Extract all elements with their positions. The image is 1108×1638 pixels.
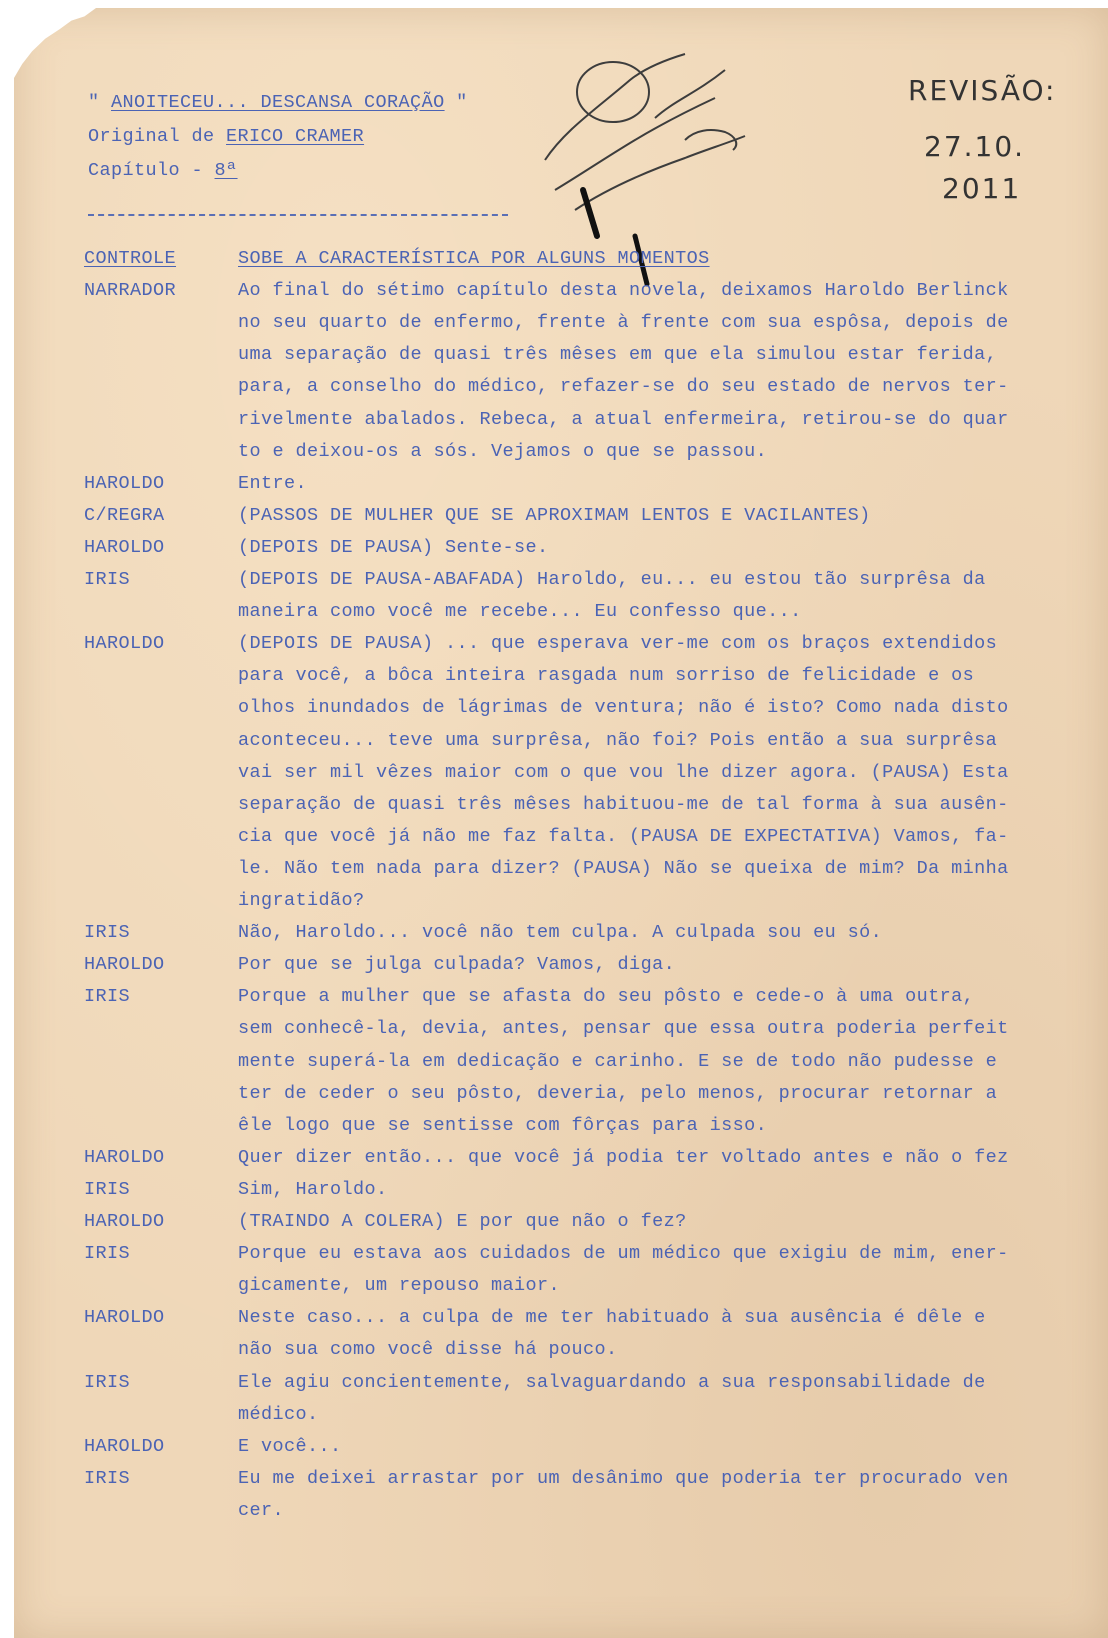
speaker-label: IRIS <box>84 922 131 943</box>
chapter-prefix: Capítulo - <box>88 160 215 181</box>
script-line-text: Ele agiu concientemente, salvaguardando a sua responsabilidade de <box>238 1372 986 1393</box>
script-line-text: rivelmente abalados. Rebeca, a atual enfermeira, retirou-se do quar <box>238 409 1009 430</box>
script-line-text: mente superá-la em dedicação e carinho. E se de todo não pudesse e <box>238 1051 998 1072</box>
script-line-text: médico. <box>238 1404 319 1425</box>
script-line-text: Quer dizer então... que você já podia ter voltado antes e não o fez <box>238 1147 1009 1168</box>
revision-date-day-month: 27.10. <box>924 130 1026 163</box>
script-line-text: não sua como você disse há pouco. <box>238 1339 618 1360</box>
script-line-text: Ao final do sétimo capítulo desta novela, deixamos Haroldo Berlinck <box>238 280 1009 301</box>
script-line-text: ingratidão? <box>238 890 365 911</box>
script-line-text: ter de ceder o seu pôsto, deveria, pelo menos, procurar retornar a <box>238 1083 998 1104</box>
speaker-label: IRIS <box>84 986 131 1007</box>
script-line-text: to e deixou-os a sós. Vejamos o que se passou. <box>238 441 768 462</box>
speaker-label: HAROLDO <box>84 1211 165 1232</box>
speaker-label: HAROLDO <box>84 537 165 558</box>
speaker-label: HAROLDO <box>84 1436 165 1457</box>
script-line-text: para você, a bôca inteira rasgada num sorriso de felicidade e os <box>238 665 975 686</box>
script-line-text: Entre. <box>238 473 308 494</box>
author-name: ERICO CRAMER <box>226 126 365 147</box>
script-line-text: (PASSOS DE MULHER QUE SE APROXIMAM LENTOS E VACILANTES) <box>238 505 871 526</box>
chapter-line <box>88 160 238 181</box>
script-line-text: para, a conselho do médico, refazer-se do seu estado de nervos ter- <box>238 376 1009 397</box>
script-line-text: E você... <box>238 1436 342 1457</box>
script-line-text: Porque a mulher que se afasta do seu pôsto e cede-o à uma outra, <box>238 986 975 1007</box>
script-line-text: gicamente, um repouso maior. <box>238 1275 561 1296</box>
speaker-label: HAROLDO <box>84 1307 165 1328</box>
chapter-number: 8ª <box>214 160 238 181</box>
script-title: ANOITECEU... DESCANSA CORAÇÃO <box>111 92 445 113</box>
script-line-text: Porque eu estava aos cuidados de um médico que exigiu de mim, ener- <box>238 1243 1009 1264</box>
script-line-text: (DEPOIS DE PAUSA-ABAFADA) Haroldo, eu... eu estou tão surprêsa da <box>238 569 986 590</box>
script-line-text: cia que você já não me faz falta. (PAUSA DE EXPECTATIVA) Vamos, fa- <box>238 826 1009 847</box>
revision-label: REVISÃO: <box>908 74 1057 107</box>
script-line-text: Não, Haroldo... você não tem culpa. A culpada sou eu só. <box>238 922 883 943</box>
script-line-text: olhos inundados de lágrimas de ventura; não é isto? Como nada disto <box>238 697 1009 718</box>
script-line-text: separação de quasi três mêses habituou-me de tal forma à sua ausên- <box>238 794 1009 815</box>
header-divider <box>88 214 508 216</box>
speaker-label: IRIS <box>84 1468 131 1489</box>
speaker-label: HAROLDO <box>84 633 165 654</box>
script-line-text: le. Não tem nada para dizer? (PAUSA) Não se queixa de mim? Da minha <box>238 858 1009 879</box>
script-line-text: aconteceu... teve uma surprêsa, não foi? Pois então a sua surprêsa <box>238 730 998 751</box>
original-prefix: Original de <box>88 126 227 147</box>
speaker-label: IRIS <box>84 1372 131 1393</box>
revision-date-year: 2011 <box>942 172 1022 205</box>
script-line-text: êle logo que se sentisse com fôrças para isso. <box>238 1115 768 1136</box>
script-line-text: maneira como você me recebe... Eu confesso que... <box>238 601 802 622</box>
script-line-text: (DEPOIS DE PAUSA) ... que esperava ver-me com os braços extendidos <box>238 633 998 654</box>
script-line-text: uma separação de quasi três mêses em que ela simulou estar ferida, <box>238 344 998 365</box>
script-line-text: (TRAINDO A COLERA) E por que não o fez? <box>238 1211 687 1232</box>
speaker-label: IRIS <box>84 569 131 590</box>
script-line-text: Por que se julga culpada? Vamos, diga. <box>238 954 676 975</box>
script-title-line <box>88 92 468 113</box>
script-line-text: cer. <box>238 1500 285 1521</box>
script-line-text: no seu quarto de enfermo, frente à frente com sua espôsa, depois de <box>238 312 1009 333</box>
script-line-text: vai ser mil vêzes maior com o que vou lhe dizer agora. (PAUSA) Esta <box>238 762 1009 783</box>
torn-corner <box>14 8 96 78</box>
title-close-quote: " <box>444 92 468 113</box>
speaker-label: IRIS <box>84 1243 131 1264</box>
speaker-label: CONTROLE <box>84 248 177 269</box>
script-line-text: SOBE A CARACTERÍSTICA POR ALGUNS MOMENTOS <box>238 248 710 269</box>
speaker-label: HAROLDO <box>84 954 165 975</box>
speaker-label: NARRADOR <box>84 280 177 301</box>
script-line-text: Neste caso... a culpa de me ter habituado à sua ausência é dêle e <box>238 1307 986 1328</box>
speaker-label: HAROLDO <box>84 473 165 494</box>
speaker-label: IRIS <box>84 1179 131 1200</box>
original-author-line <box>88 126 364 147</box>
script-line-text: sem conhecê-la, devia, antes, pensar que essa outra poderia perfeit <box>238 1018 1009 1039</box>
script-line-text: Sim, Haroldo. <box>238 1179 388 1200</box>
script-line-text: (DEPOIS DE PAUSA) Sente-se. <box>238 537 549 558</box>
speaker-label: C/REGRA <box>84 505 165 526</box>
title-open-quote: " <box>88 92 112 113</box>
script-line-text: Eu me deixei arrastar por um desânimo que poderia ter procurado ven <box>238 1468 1009 1489</box>
speaker-label: HAROLDO <box>84 1147 165 1168</box>
